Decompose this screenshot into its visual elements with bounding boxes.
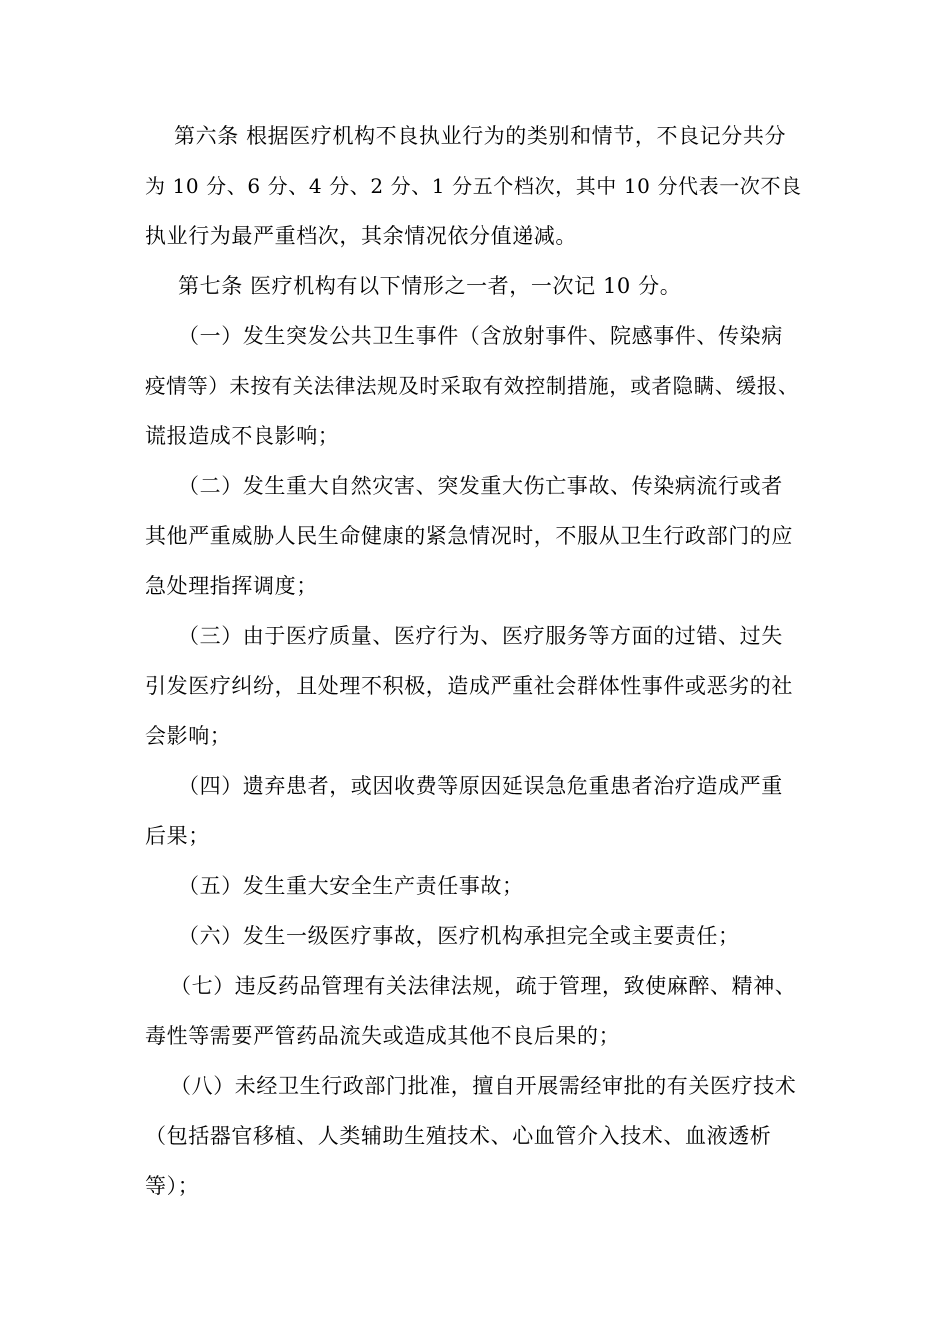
clause-item-1-line-2: 疫情等）未按有关法律法规及时采取有效控制措施，或者隐瞒、缓报、 — [145, 374, 800, 398]
article-6-line-2: 为 10 分、6 分、4 分、2 分、1 分五个档次，其中 10 分代表一次不良 — [145, 174, 802, 198]
clause-item-3-line-2: 引发医疗纠纷，且处理不积极，造成严重社会群体性事件或恶劣的社 — [145, 674, 793, 698]
clause-item-3-line-1: （三）由于医疗质量、医疗行为、医疗服务等方面的过错、过失 — [178, 624, 783, 648]
clause-item-6-line-1: （六）发生一级医疗事故，医疗机构承担完全或主要责任； — [178, 924, 740, 948]
clause-item-1-line-3: 谎报造成不良影响； — [145, 424, 340, 448]
clause-item-4-line-1: （四）遗弃患者，或因收费等原因延误急危重患者治疗造成严重 — [178, 774, 783, 798]
clause-item-7-line-1: （七）违反药品管理有关法律法规，疏于管理，致使麻醉、精神、 — [170, 974, 797, 998]
clause-item-2-line-3: 急处理指挥调度； — [145, 574, 318, 598]
article-7-line-1: 第七条 医疗机构有以下情形之一者，一次记 10 分。 — [178, 274, 682, 298]
article-6-line-1: 第六条 根据医疗机构不良执业行为的类别和情节，不良记分共分 — [174, 124, 787, 148]
clause-item-8-line-1: （八）未经卫生行政部门批准，擅自开展需经审批的有关医疗技术 — [170, 1074, 797, 1098]
clause-item-7-line-2: 毒性等需要严管药品流失或造成其他不良后果的； — [145, 1024, 621, 1048]
clause-item-8-line-2: （包括器官移植、人类辅助生殖技术、心血管介入技术、血液透析 — [145, 1124, 772, 1148]
clause-item-3-line-3: 会影响； — [145, 724, 232, 748]
clause-item-8-line-3: 等）； — [145, 1174, 200, 1198]
clause-item-2-line-2: 其他严重威胁人民生命健康的紧急情况时，不服从卫生行政部门的应 — [145, 524, 793, 548]
clause-item-4-line-2: 后果； — [145, 824, 210, 848]
article-6-line-3: 执业行为最严重档次，其余情况依分值递减。 — [145, 224, 577, 248]
clause-item-2-line-1: （二）发生重大自然灾害、突发重大伤亡事故、传染病流行或者 — [178, 474, 783, 498]
clause-item-5-line-1: （五）发生重大安全生产责任事故； — [178, 874, 524, 898]
clause-item-1-line-1: （一）发生突发公共卫生事件（含放射事件、院感事件、传染病 — [178, 324, 783, 348]
